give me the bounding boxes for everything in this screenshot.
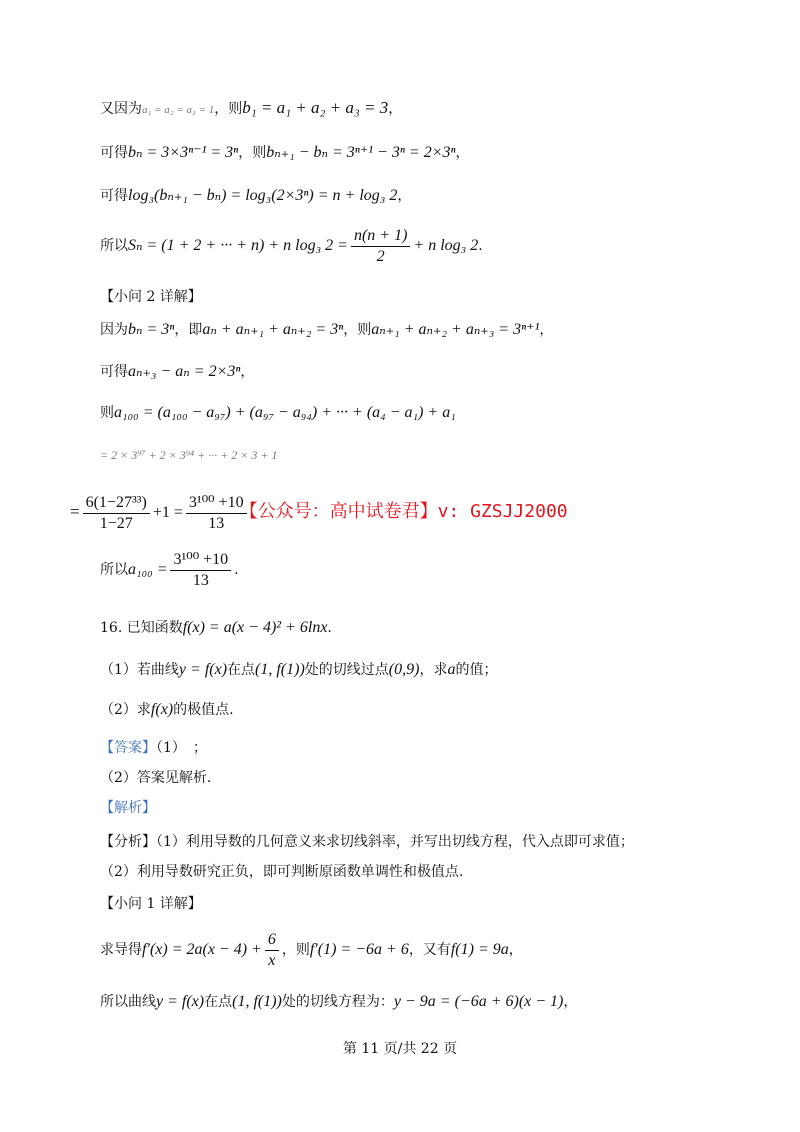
text: （2）利用导数研究正负，即可判断原函数单调性和极值点. — [100, 864, 464, 880]
text: 处的切线方程为： — [281, 994, 394, 1010]
text: 16. 已知函数 — [100, 620, 183, 636]
equation: aₙ₊₃ − aₙ = 2×3ⁿ — [128, 363, 241, 380]
line-7 — [100, 362, 254, 382]
equation: bₙ = 3ⁿ — [128, 321, 175, 338]
text: 在点 — [227, 662, 256, 678]
text: ， — [455, 145, 470, 161]
line-6 — [100, 320, 553, 340]
text: ， — [539, 322, 554, 338]
fraction-denominator: 2 — [376, 247, 385, 265]
equation: f′(x) = 2a(x − 4) + — [142, 941, 262, 958]
equation: (1, f(1)) — [232, 993, 282, 1010]
text: 则 — [100, 405, 114, 421]
equation: b₁ = a₁ + a₂ + a₃ = 3 — [242, 98, 389, 117]
text: （2）答案见解析. — [100, 770, 212, 786]
text: （1） ； — [156, 740, 207, 756]
line-9 — [100, 445, 277, 465]
equation: f′(1) = −6a + 6 — [309, 941, 409, 958]
text: ， — [388, 101, 403, 117]
text: ，求 — [419, 662, 448, 678]
fraction-numerator: 6(1−27³³) — [83, 493, 150, 514]
text: ，则 — [343, 322, 372, 338]
fraction-denominator: 13 — [192, 571, 209, 589]
text: 又因为 — [100, 101, 142, 117]
text: 可得 — [100, 364, 128, 380]
answer-label: 【答案】 — [100, 740, 156, 756]
fraction-numerator: 6 — [265, 930, 279, 951]
text: ， — [397, 188, 412, 204]
text: 可得 — [100, 145, 128, 161]
text: ，又有 — [408, 942, 451, 958]
equation: bₙ₊₁ − bₙ = 3ⁿ⁺¹ − 3ⁿ = 2×3ⁿ — [266, 144, 456, 161]
answer-line-1 — [100, 738, 207, 758]
equation: aₙ + aₙ₊₁ + aₙ₊₂ = 3ⁿ — [202, 321, 344, 338]
fraction — [83, 493, 150, 534]
text: （1）若曲线 — [100, 662, 179, 678]
text: ，则 — [238, 145, 267, 161]
text: 的极值点. — [173, 702, 234, 718]
watermark-text: v: GZSJJ2000 — [437, 501, 568, 522]
equation: a₁₀₀ = — [128, 561, 168, 578]
equation: f(x) = a(x − 4)² + 6lnx — [182, 619, 328, 636]
text: 因为 — [100, 322, 128, 338]
text: 【分析】（1）利用导数的几何意义来求切线斜率，并写出切线方程，代入点即可求值； — [100, 834, 634, 850]
fraction-numerator: n(n + 1) — [351, 226, 410, 247]
question-16-part-2 — [100, 700, 234, 720]
text: 处的切线过点 — [304, 662, 389, 678]
equation: a₁₀₀ = (a₁₀₀ − a₉₇) + (a₉₇ − a₉₄) + ··· + (a₄ − a₁) + a₁ — [114, 404, 456, 421]
text: 可得 — [100, 188, 128, 204]
text: ， — [563, 994, 578, 1010]
equation: f(1) = 9a — [450, 941, 509, 958]
text: 【小问 1 详解】 — [100, 896, 202, 912]
analysis-line-2 — [100, 862, 463, 882]
line-4 — [100, 224, 483, 268]
line-3 — [100, 186, 411, 206]
text: 求导得 — [100, 942, 142, 958]
equation: = — [70, 502, 80, 521]
analysis-label: 【解析】 — [100, 800, 156, 816]
fraction — [265, 930, 279, 971]
page-footer: 第 11 页/共 22 页 — [342, 1041, 458, 1057]
fraction — [186, 493, 247, 534]
equation: f(x) — [150, 701, 174, 718]
text: 【小问 2 详解】 — [100, 289, 202, 305]
fraction-denominator: x — [268, 951, 276, 969]
equation: aₙ₊₁ + aₙ₊₂ + aₙ₊₃ = 3ⁿ⁺¹ — [371, 321, 540, 338]
line-2 — [100, 143, 470, 163]
equation: (1, f(1)) — [255, 661, 305, 678]
subquestion-1-heading — [100, 894, 202, 914]
equation: Sₙ = (1 + 2 + ··· + n) + n log₃ 2 = — [128, 237, 348, 254]
text: ，则 — [281, 942, 310, 958]
line-10 — [70, 490, 568, 535]
equation: y = f(x) — [178, 661, 228, 678]
fraction — [170, 550, 231, 591]
analysis-heading — [100, 798, 156, 818]
text: . — [234, 562, 239, 578]
equation: log₃(bₙ₊₁ − bₙ) = log₃(2×3ⁿ) = n + log₃ 2 — [128, 187, 398, 204]
equation: y = f(x) — [156, 993, 205, 1010]
fraction-numerator: 3¹⁰⁰ +10 — [186, 493, 247, 514]
text: . — [327, 620, 332, 636]
line-1 — [100, 98, 402, 120]
equation: a — [447, 661, 456, 678]
text: 的值； — [455, 662, 498, 678]
section-heading — [100, 287, 202, 307]
equation: bₙ = 3×3ⁿ⁻¹ = 3ⁿ — [128, 144, 239, 161]
text: 所以 — [100, 562, 128, 578]
text: . — [478, 238, 483, 254]
equation: +1 = — [152, 504, 183, 521]
fraction-denominator: 1−27 — [99, 514, 133, 532]
line-11 — [100, 548, 239, 592]
equation: y − 9a = (−6a + 6)(x − 1) — [393, 993, 564, 1010]
fraction-numerator: 3¹⁰⁰ +10 — [170, 550, 231, 571]
question-16 — [100, 618, 332, 638]
text: ， — [508, 942, 523, 958]
equation: = 2 × 3⁹⁷ + 2 × 3⁹⁴ + ··· + 2 × 3 + 1 — [100, 448, 278, 462]
text: ，则 — [214, 101, 243, 117]
watermark-text: 【公众号：高中试卷君】 — [239, 501, 438, 522]
line-22 — [100, 992, 577, 1012]
answer-line-2 — [100, 768, 211, 788]
question-16-part-1 — [100, 660, 497, 680]
text: ， — [240, 364, 255, 380]
analysis-line-1 — [100, 832, 634, 852]
equation: + n log₃ 2 — [413, 237, 479, 254]
text: ，即 — [174, 322, 203, 338]
line-21 — [100, 928, 523, 972]
line-8 — [100, 403, 456, 423]
text: （2）求 — [100, 702, 151, 718]
fraction-denominator: 13 — [208, 514, 225, 532]
text: 所以 — [100, 238, 128, 254]
fraction — [351, 226, 410, 267]
equation: a₁ = a₂ = a₃ = 1 — [142, 104, 215, 116]
equation: (0,9) — [388, 661, 420, 678]
text: 所以曲线 — [100, 994, 156, 1010]
text: 在点 — [204, 994, 233, 1010]
